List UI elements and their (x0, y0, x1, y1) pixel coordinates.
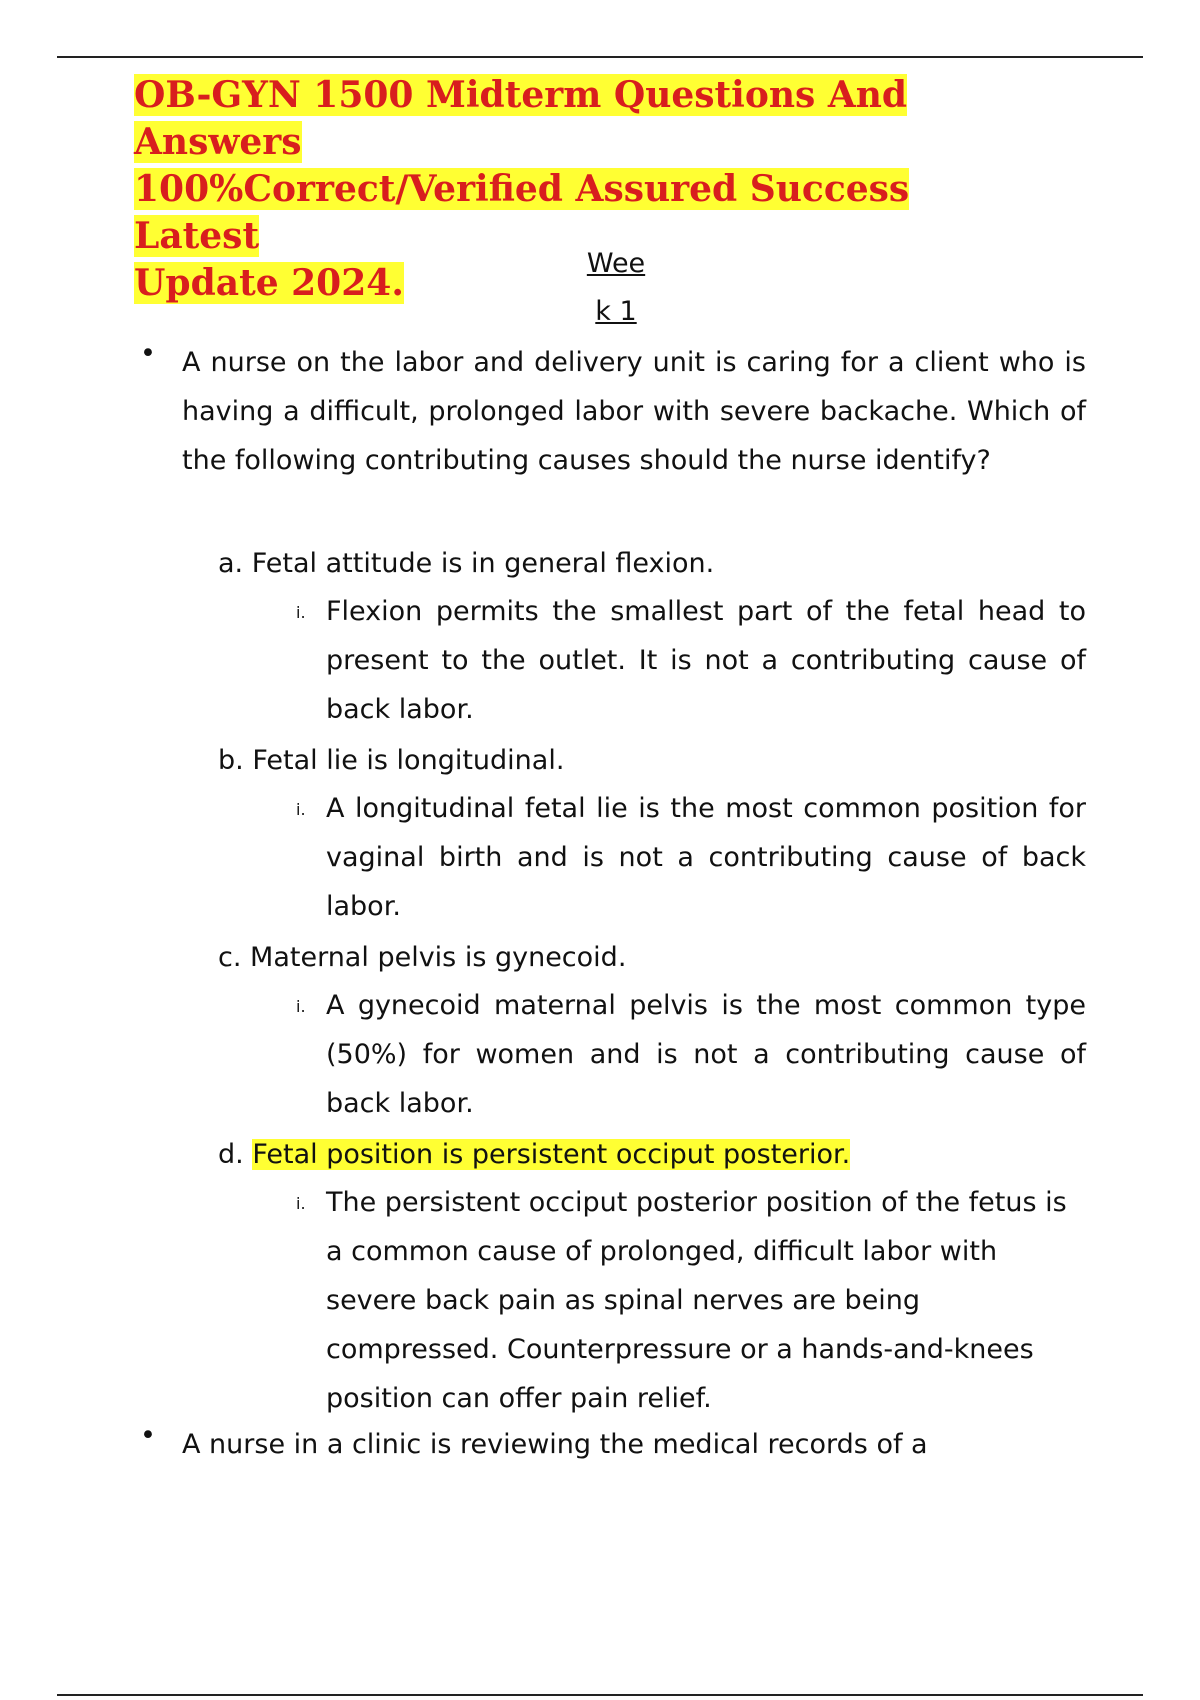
option-letter: c. (218, 942, 242, 973)
option-letter: a. (218, 548, 244, 579)
rationale-text: Flexion permits the smallest part of the fetal head to present to the outlet. It is not a contributing cause of back labor. (326, 596, 1086, 725)
rationale-text: A longitudinal fetal lie is the most common position for vaginal birth and is not a contributing cause of back labor. (326, 793, 1086, 922)
answer-option-c (218, 933, 626, 982)
rationale-text: The persistent occiput posterior position of the fetus is a common cause of prolonged, difficult labor with severe back pain as spinal nerves are being compressed. Counterpressure or a hands-and-knees position can offer pain relief. (326, 1187, 1067, 1414)
week-heading-line-1: Wee (586, 248, 646, 279)
option-text: Fetal lie is longitudinal. (252, 745, 565, 776)
rationale-text: A gynecoid maternal pelvis is the most common type (50%) for women and is not a contributing cause of back labor. (326, 990, 1086, 1119)
title-line: Update 2024. (134, 262, 404, 304)
option-text: Maternal pelvis is gynecoid. (250, 942, 627, 973)
roman-numeral-marker: i. (296, 1194, 306, 1213)
roman-numeral-marker: i. (296, 603, 306, 622)
bullet-icon: • (140, 1420, 156, 1451)
top-rule (57, 56, 1143, 58)
answer-option-b (218, 736, 564, 785)
option-text: Fetal attitude is in general flexion. (251, 548, 715, 579)
title-line: 100%Correct/Verified Assured Success Latest (134, 168, 910, 257)
option-letter: b. (218, 745, 244, 776)
option-letter: d. (218, 1139, 244, 1170)
question-text: A nurse in a clinic is reviewing the medical records of a (182, 1429, 928, 1460)
answer-option-a (218, 539, 714, 588)
answer-option-d-correct (218, 1130, 850, 1179)
roman-numeral-marker: i. (296, 800, 306, 819)
question-text: A nurse on the labor and delivery unit is caring for a client who is having a difficult, prolonged labor with severe backache. Which of the following contributing causes should the nurse identify? (182, 347, 1086, 476)
title-line: OB-GYN 1500 Midterm Questions And Answers (134, 74, 908, 163)
bottom-rule (57, 1694, 1143, 1696)
bullet-icon: • (140, 338, 156, 369)
roman-numeral-marker: i. (296, 997, 306, 1016)
correct-answer-highlight: Fetal position is persistent occiput posterior. (252, 1139, 851, 1170)
week-heading-line-2: k 1 (595, 296, 637, 327)
